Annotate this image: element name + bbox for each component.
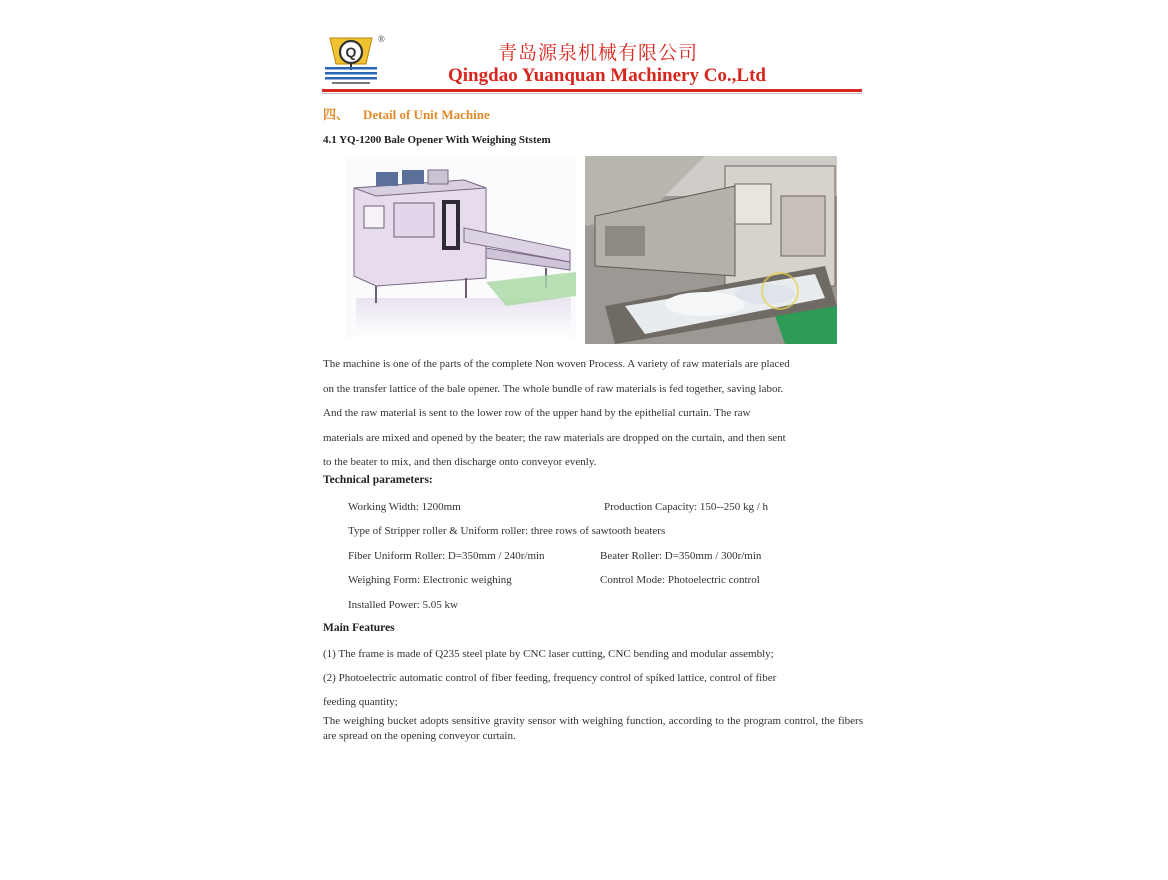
description-line: materials are mixed and opened by the beater; the raw materials are dropped on the curtain, and then sent <box>323 431 786 444</box>
description-line: to the beater to mix, and then discharge onto conveyor evenly. <box>323 456 597 469</box>
param-weighing-form: Weighing Form: Electronic weighing <box>348 574 512 586</box>
description-paragraph <box>323 352 863 475</box>
param-working-width: Working Width: 1200mm <box>348 501 461 513</box>
feature-item-2-continued: feeding quantity; <box>323 696 398 708</box>
param-production-capacity: Production Capacity: 150--250 kg / h <box>604 501 769 513</box>
main-features-heading: Main Features <box>323 622 395 634</box>
subsection-title: 4.1 YQ-1200 Bale Opener With Weighing Ststem <box>323 134 551 146</box>
feature-weighing-bucket: The weighing bucket adopts sensitive gravity sensor with weighing function, according to the program control, the fibers are spread on the opening conveyor curtain. <box>323 715 863 742</box>
registered-mark: ® <box>378 34 385 44</box>
description-line: The machine is one of the parts of the complete Non woven Process. A variety of raw materials are placed <box>323 358 790 370</box>
company-name-cn: 青岛源泉机械有限公司 <box>497 42 698 64</box>
section-heading <box>323 104 490 123</box>
param-installed-power: Installed Power: 5.05 kw <box>348 599 458 611</box>
svg-text:Q: Q <box>345 44 357 60</box>
param-beater-roller: Beater Roller: D=350mm / 300r/min <box>600 550 762 562</box>
description-line: And the raw material is sent to the lower row of the upper hand by the epithelial curtain. The raw <box>323 407 751 420</box>
company-logo <box>322 34 380 86</box>
machine-rendering-image <box>346 158 576 338</box>
technical-parameters-heading: Technical parameters: <box>323 474 433 486</box>
section-number: 四、 <box>323 107 350 122</box>
param-stripper-roller: Type of Stripper roller & Uniform roller: three rows of sawtooth beaters <box>348 525 666 537</box>
feature-item-1: (1) The frame is made of Q235 steel plate by CNC laser cutting, CNC bending and modular assembly; <box>323 648 774 660</box>
header-divider-thin <box>322 93 862 94</box>
description-line: on the transfer lattice of the bale opener. The whole bundle of raw materials is fed together, saving labor. <box>323 382 784 395</box>
document-page <box>318 26 864 786</box>
feature-item-2: (2) Photoelectric automatic control of fiber feeding, frequency control of spiked lattice, control of fiber <box>323 672 777 684</box>
company-name-en: Qingdao Yuanquan Machinery Co.,Ltd <box>448 65 766 86</box>
param-fiber-uniform-roller: Fiber Uniform Roller: D=350mm / 240r/min <box>348 550 545 562</box>
machine-photo-image <box>585 156 837 344</box>
param-control-mode: Control Mode: Photoelectric control <box>600 574 760 586</box>
header-divider <box>322 89 862 92</box>
section-title: Detail of Unit Machine <box>363 107 490 122</box>
